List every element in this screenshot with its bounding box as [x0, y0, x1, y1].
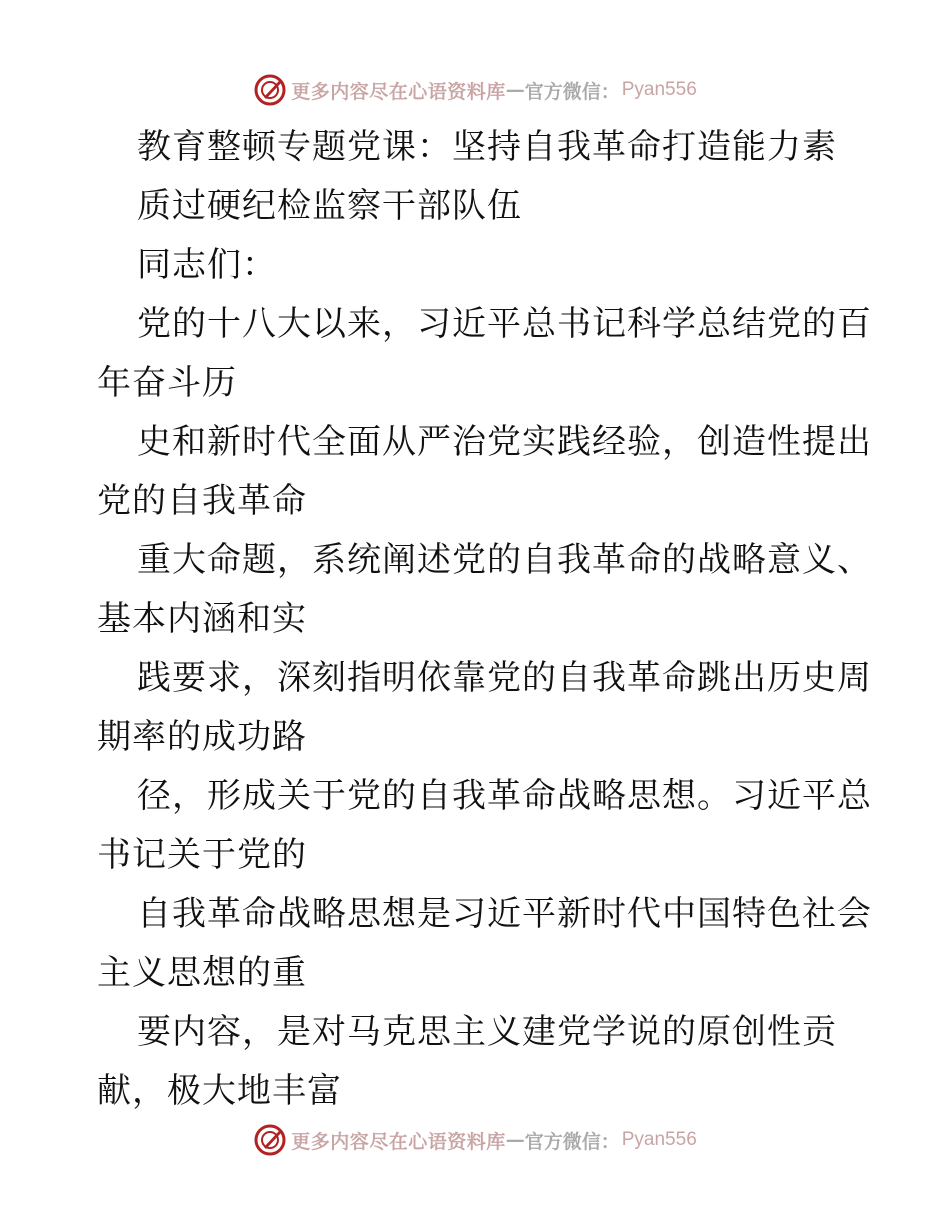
doc-line: 党的十八大以来，习近平总书记科学总结党的百 — [137, 304, 872, 344]
doc-line: 献，极大地丰富 — [97, 1071, 342, 1111]
doc-salutation: 同志们： — [137, 245, 277, 285]
doc-line: 年奋斗历 — [97, 363, 237, 403]
footer-banner — [0, 1120, 950, 1160]
doc-line: 书记关于党的 — [97, 835, 307, 875]
doc-line: 主义思想的重 — [97, 953, 307, 993]
banner-title: 更多内容尽在心语资料库 — [291, 80, 506, 103]
header-banner — [0, 70, 950, 110]
doc-line: 基本内涵和实 — [97, 599, 307, 639]
banner-wechat-id: Pyan556 — [621, 1129, 697, 1150]
doc-line: 重大命题，系统阐述党的自我革命的战略意义、 — [137, 540, 872, 580]
brand-logo-icon — [253, 73, 287, 107]
doc-line: 党的自我革命 — [97, 481, 307, 521]
banner-wechat-label: 官方微信： — [524, 1130, 620, 1153]
banner-wechat-label: 官方微信： — [524, 80, 620, 103]
doc-line: 自我革命战略思想是习近平新时代中国特色社会 — [137, 894, 872, 934]
banner-dash: — — [505, 79, 525, 101]
banner-wechat-id: Pyan556 — [621, 79, 697, 100]
doc-line: 径，形成关于党的自我革命战略思想。习近平总 — [137, 776, 872, 816]
banner-title: 更多内容尽在心语资料库 — [291, 1130, 506, 1153]
brand-logo-icon — [253, 1123, 287, 1157]
doc-line: 践要求，深刻指明依靠党的自我革命跳出历史周 — [137, 658, 872, 698]
document-body — [97, 118, 877, 1121]
doc-line: 要内容，是对马克思主义建党学说的原创性贡 — [137, 1012, 837, 1052]
doc-title-line-1: 教育整顿专题党课：坚持自我革命打造能力素 — [137, 127, 837, 167]
doc-line: 期率的成功路 — [97, 717, 307, 757]
doc-title-line-2: 质过硬纪检监察干部队伍 — [137, 186, 522, 226]
doc-line: 史和新时代全面从严治党实践经验，创造性提出 — [137, 422, 872, 462]
banner-dash: — — [505, 1129, 525, 1151]
